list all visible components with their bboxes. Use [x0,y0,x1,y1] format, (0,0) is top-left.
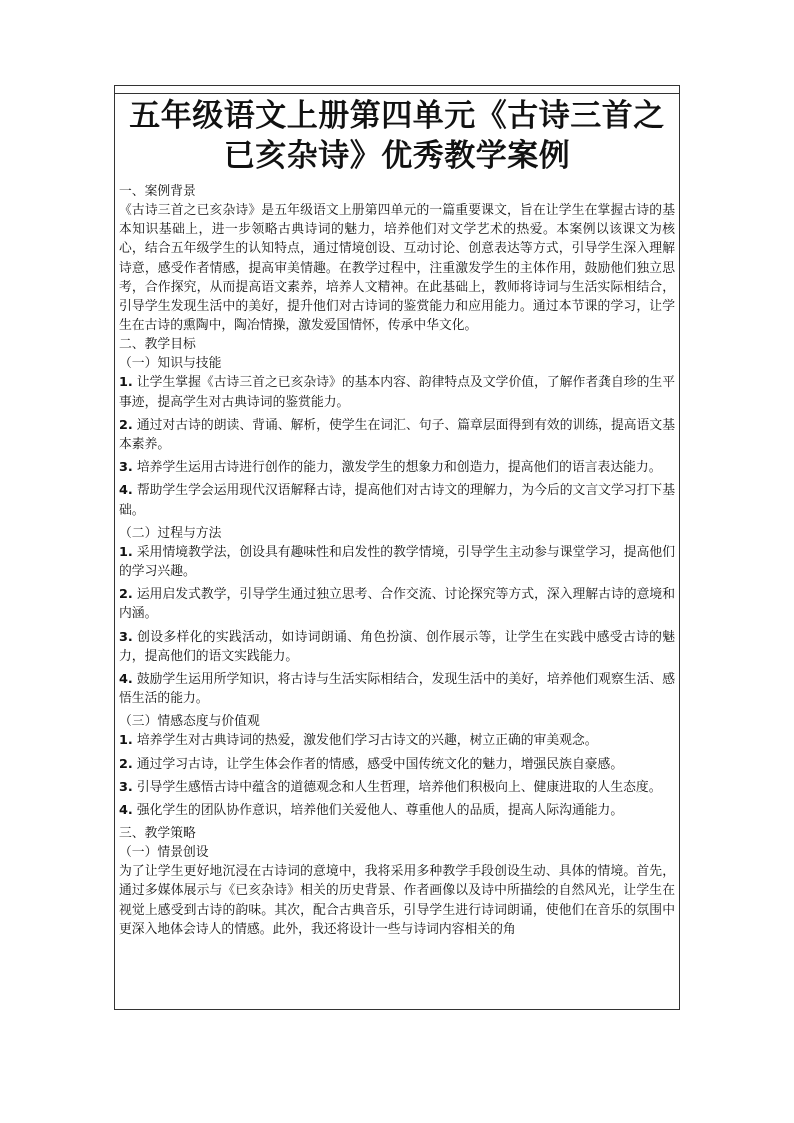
section-heading-objectives: 二、教学目标 [119,337,196,353]
document-title: 五年级语文上册第四单元《古诗三首之已亥杂诗》优秀教学案例 [129,98,665,174]
top-rule [115,93,679,94]
list-item: 4. 鼓励学生运用所学知识，将古诗与生活实际相结合，发现生活中的美好，培养他们观察生活、感悟生活的能力。 [119,672,675,707]
section-heading-background: 一、案例背景 [119,184,196,199]
list-item: 1. 让学生掌握《古诗三首之已亥杂诗》的基本内容、韵律特点及文学价值，了解作者龚自珍的生平事迹，提高学生对古典诗词的鉴赏能力。 [119,375,675,410]
subheading-emotion-values: （三）情感态度与价值观 [119,714,260,730]
list-item: 3. 创设多样化的实践活动，如诗词朗诵、角色扮演、创作展示等，让学生在实践中感受古诗的魅力，提高他们的语文实践能力。 [119,629,675,664]
background-paragraph: 《古诗三首之已亥杂诗》是五年级语文上册第四单元的一篇重要课文，旨在让学生在掌握古诗的基本知识基础上，进一步领略古典诗词的魅力，培养他们对文学艺术的热爱。本案例以该课文为核心，结合五年级学生的认知特点，通过情境创设、互动讨论、创意表达等方式，引导学生深入理解诗意，感受作者情感，提高审美情趣。在教学过程中，注重激发学生的主体作用，鼓励他们独立思考，合作探究，从而提高语文素养，培养人文精神。在此基础上，教师将诗词与生活实际相结合，引导学生发现生活中的美好，提升他们对古诗词的鉴赏能力和应用能力。通过本节课的学习，让学生在古诗的熏陶中，陶冶情操，激发爱国情怀，传承中华文化。 [119,203,675,334]
document-content [119,96,675,939]
list-item: 1. 培养学生对古典诗词的热爱，激发他们学习古诗文的兴趣，树立正确的审美观念。 [119,733,598,749]
list-item: 2. 通过对古诗的朗读、背诵、解析，使学生在词汇、句子、篇章层面得到有效的训练，提高语文基本素养。 [119,417,675,453]
list-item: 3. 引导学生感悟古诗中蕴含的道德观念和人生哲理，培养他们积极向上、健康进取的人生态度。 [119,779,662,795]
subheading-scenario: （一）情景创设 [119,845,209,861]
list-item: 4. 强化学生的团队协作意识，培养他们关爱他人、尊重他人的品质，提高人际沟通能力。 [119,803,624,819]
section-heading-strategies: 三、教学策略 [119,826,196,842]
document-frame [114,85,680,1010]
list-item: 4. 帮助学生学会运用现代汉语解释古诗，提高他们对古诗文的理解力，为今后的文言文学习打下基础。 [119,483,675,518]
subheading-knowledge-skills: （一）知识与技能 [119,356,222,372]
subheading-process-methods: （二）过程与方法 [119,525,222,541]
list-item: 1. 采用情境教学法，创设具有趣味性和启发性的教学情境，引导学生主动参与课堂学习，提高他们的学习兴趣。 [119,544,675,580]
list-item: 2. 通过学习古诗，让学生体会作者的情感，感受中国传统文化的魅力，增强民族自豪感。 [119,756,624,772]
list-item: 2. 运用启发式教学，引导学生通过独立思考、合作交流、讨论探究等方式，深入理解古诗的意境和内涵。 [119,587,675,622]
scenario-paragraph: 为了让学生更好地沉浸在古诗词的意境中，我将采用多种教学手段创设生动、具体的情境。首先，通过多媒体展示与《已亥杂诗》相关的历史背景、作者画像以及诗中所描绘的自然风光，让学生在视觉上感受到古诗的韵味。其次，配合古典音乐，引导学生进行诗词朗诵，使他们在音乐的氛围中更深入地体会诗人的情感。此外，我还将设计一些与诗词内容相关的角 [119,864,675,937]
list-item: 3. 培养学生运用古诗进行创作的能力，激发学生的想象力和创造力，提高他们的语言表达能力。 [119,460,662,476]
